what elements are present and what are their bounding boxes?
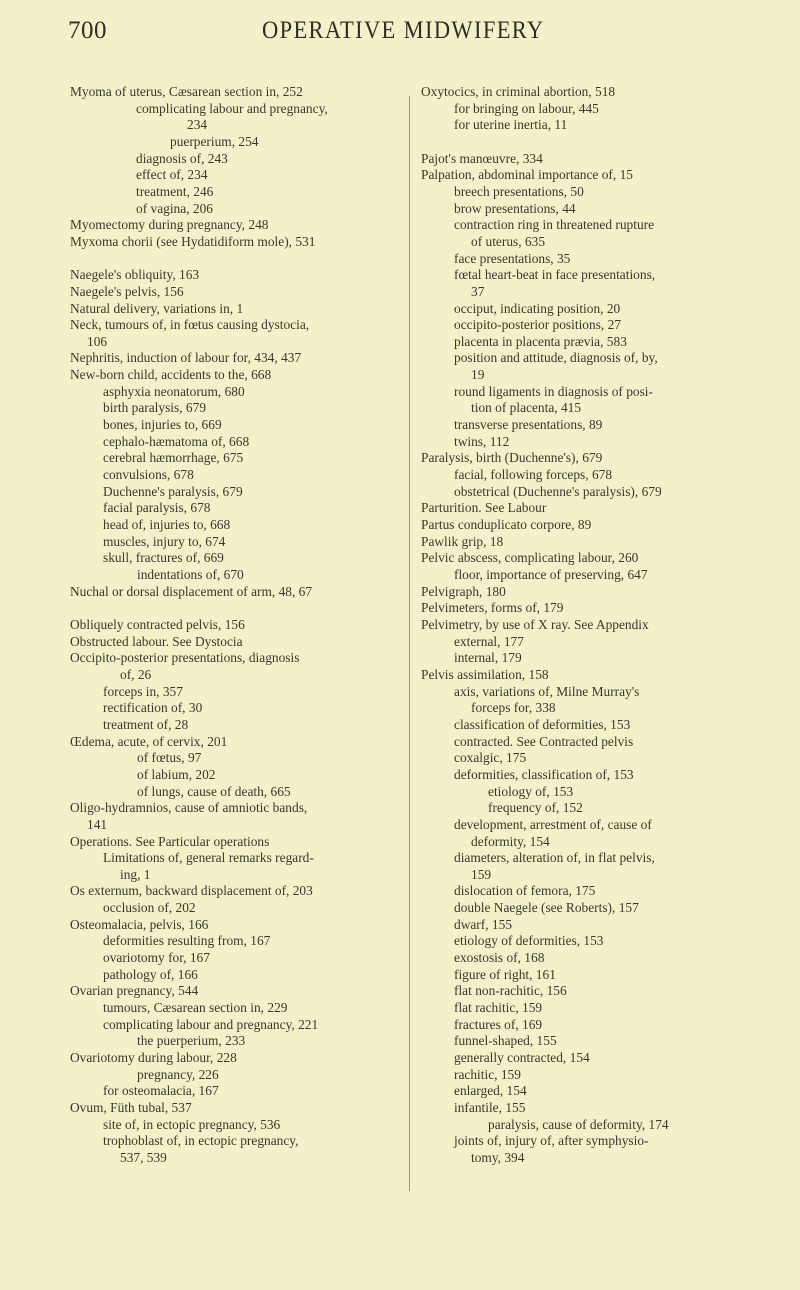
index-subentry: 141 (87, 816, 108, 832)
index-entry: Myomectomy during pregnancy, 248 (70, 217, 269, 233)
index-subentry: Duchenne's paralysis, 679 (103, 483, 243, 499)
index-subentry: exostosis of, 168 (454, 950, 545, 966)
index-subentry: breech presentations, 50 (454, 183, 584, 199)
index-subentry: 19 (471, 367, 485, 383)
page-header (0, 17, 800, 57)
index-column-left (70, 84, 400, 1167)
index-subentry: 537, 539 (120, 1149, 167, 1165)
index-entry: Pajot's manœuvre, 334 (421, 150, 543, 166)
index-subentry: paralysis, cause of deformity, 174 (488, 1116, 669, 1132)
index-subentry: flat non-rachitic, 156 (454, 983, 567, 999)
index-subentry: position and attitude, diagnosis of, by, (454, 350, 658, 366)
index-entry: Nuchal or dorsal displacement of arm, 48, 67 (70, 583, 313, 599)
index-subentry: cerebral hæmorrhage, 675 (103, 450, 244, 466)
index-subentry: dwarf, 155 (454, 916, 513, 932)
index-subentry: puerperium, 254 (170, 133, 259, 149)
index-subentry: facial paralysis, 678 (103, 500, 211, 516)
index-subentry: 234 (187, 117, 208, 133)
section-gap (70, 600, 400, 617)
index-subentry: dislocation of femora, 175 (454, 883, 596, 899)
index-subentry: deformities resulting from, 167 (103, 933, 271, 949)
index-subentry: occiput, indicating position, 20 (454, 300, 621, 316)
index-subentry: placenta in placenta prævia, 583 (454, 333, 627, 349)
index-subentry: rachitic, 159 (454, 1066, 521, 1082)
index-entry: Pelvigraph, 180 (421, 583, 506, 599)
index-subentry: treatment, 246 (136, 183, 214, 199)
index-subentry: infantile, 155 (454, 1100, 526, 1116)
index-entry: Parturition. See Labour (421, 500, 547, 516)
index-subentry: tumours, Cæsarean section in, 229 (103, 1000, 288, 1016)
index-subentry: complicating labour and pregnancy, 221 (103, 1016, 319, 1032)
index-subentry: fractures of, 169 (454, 1016, 543, 1032)
index-subentry: internal, 179 (454, 650, 522, 666)
index-subentry: of, 26 (120, 666, 152, 682)
index-entry: Myxoma chorii (see Hydatidiform mole), 531 (70, 233, 316, 249)
index-entry: Ovariotomy during labour, 228 (70, 1050, 237, 1066)
index-entry: Ovarian pregnancy, 544 (70, 983, 199, 999)
index-subentry: trophoblast of, in ectopic pregnancy, (103, 1133, 299, 1149)
index-subentry: ing, 1 (120, 866, 151, 882)
index-entry: Palpation, abdominal importance of, 15 (421, 167, 633, 183)
index-subentry: for osteomalacia, 167 (103, 1083, 219, 1099)
page-number: 700 (68, 17, 107, 44)
index-entry: Occipito-posterior presentations, diagnosis (70, 650, 300, 666)
index-subentry: figure of right, 161 (454, 966, 556, 982)
index-entry: Obliquely contracted pelvis, 156 (70, 616, 245, 632)
index-entry: Paralysis, birth (Duchenne's), 679 (421, 450, 603, 466)
index-subentry: muscles, injury to, 674 (103, 533, 226, 549)
column-divider (409, 96, 410, 1191)
index-subentry: contracted. See Contracted pelvis (454, 733, 634, 749)
index-subentry: convulsions, 678 (103, 467, 194, 483)
index-subentry: development, arrestment of, cause of (454, 816, 652, 832)
index-subentry: treatment of, 28 (103, 716, 189, 732)
index-subentry: effect of, 234 (136, 167, 208, 183)
index-entry: Naegele's obliquity, 163 (70, 267, 200, 283)
index-subentry: tion of placenta, 415 (471, 400, 582, 416)
index-entry: Os externum, backward displacement of, 203 (70, 883, 313, 899)
index-subentry: occlusion of, 202 (103, 900, 196, 916)
index-entry: New-born child, accidents to the, 668 (70, 367, 272, 383)
index-entry: Pelvis assimilation, 158 (421, 666, 549, 682)
index-entry: Myoma of uterus, Cæsarean section in, 252 (70, 84, 303, 99)
index-subentry: cephalo-hæmatoma of, 668 (103, 433, 250, 449)
index-subentry: of labium, 202 (137, 766, 216, 782)
index-subentry: of fœtus, 97 (137, 750, 202, 766)
index-subentry: double Naegele (see Roberts), 157 (454, 900, 639, 916)
index-subentry: indentations of, 670 (137, 567, 244, 583)
index-entry: Pelvic abscess, complicating labour, 260 (421, 550, 639, 566)
index-subentry: pathology of, 166 (103, 966, 198, 982)
index-subentry: for bringing on labour, 445 (454, 100, 599, 116)
index-entry: Oligo-hydramnios, cause of amniotic bands, (70, 800, 308, 816)
index-subentry: the puerperium, 233 (137, 1033, 246, 1049)
index-subentry: ovariotomy for, 167 (103, 950, 210, 966)
index-entry: Nephritis, induction of labour for, 434, 437 (70, 350, 302, 366)
index-subentry: external, 177 (454, 633, 524, 649)
index-subentry: brow presentations, 44 (454, 200, 576, 216)
section-gap (70, 251, 400, 268)
index-entry: Pelvimeters, forms of, 179 (421, 600, 564, 616)
index-subentry: axis, variations of, Milne Murray's (454, 683, 640, 699)
index-subentry: tomy, 394 (471, 1149, 525, 1165)
index-subentry: etiology of deformities, 153 (454, 933, 604, 949)
index-subentry: asphyxia neonatorum, 680 (103, 383, 245, 399)
index-subentry: site of, in ectopic pregnancy, 536 (103, 1116, 281, 1132)
index-subentry: pregnancy, 226 (137, 1066, 219, 1082)
index-subentry: rectification of, 30 (103, 700, 203, 716)
index-subentry: forceps in, 357 (103, 683, 183, 699)
index-subentry: Limitations of, general remarks regard- (103, 850, 314, 866)
index-subentry: enlarged, 154 (454, 1083, 527, 1099)
index-column-right (421, 84, 761, 1167)
index-subentry: occipito-posterior positions, 27 (454, 317, 621, 333)
index-subentry: generally contracted, 154 (454, 1050, 590, 1066)
running-title: OPERATIVE MIDWIFERY (262, 17, 545, 44)
index-subentry: of vagina, 206 (136, 200, 213, 216)
index-subentry: transverse presentations, 89 (454, 417, 603, 433)
index-entry: Natural delivery, variations in, 1 (70, 300, 244, 316)
index-subentry: deformities, classification of, 153 (454, 766, 634, 782)
index-subentry: floor, importance of preserving, 647 (454, 567, 648, 583)
index-subentry: deformity, 154 (471, 833, 550, 849)
index-subentry: bones, injuries to, 669 (103, 417, 222, 433)
index-entry: Neck, tumours of, in fœtus causing dystocia, (70, 317, 310, 333)
index-subentry: contraction ring in threatened rupture (454, 217, 655, 233)
index-subentry: birth paralysis, 679 (103, 400, 207, 416)
index-entry: Obstructed labour. See Dystocia (70, 633, 243, 649)
index-subentry: fœtal heart-beat in face presentations, (454, 267, 656, 283)
index-subentry: of lungs, cause of death, 665 (137, 783, 291, 799)
index-subentry: etiology of, 153 (488, 783, 574, 799)
index-subentry: 106 (87, 333, 108, 349)
index-subentry: 159 (471, 866, 492, 882)
index-subentry: diagnosis of, 243 (136, 150, 228, 166)
index-subentry: flat rachitic, 159 (454, 1000, 543, 1016)
index-entry: Ovum, Füth tubal, 537 (70, 1100, 192, 1115)
index-subentry: coxalgic, 175 (454, 750, 527, 766)
index-subentry: twins, 112 (454, 433, 510, 449)
index-entry: Operations. See Particular operations (70, 833, 270, 849)
index-entry: Oxytocics, in criminal abortion, 518 (421, 84, 616, 99)
section-gap (421, 134, 761, 151)
index-subentry: complicating labour and pregnancy, (136, 100, 328, 116)
index-subentry: diameters, alteration of, in flat pelvis, (454, 850, 655, 866)
index-subentry: face presentations, 35 (454, 250, 571, 266)
index-entry: Partus conduplicato corpore, 89 (421, 517, 592, 533)
index-subentry: funnel-shaped, 155 (454, 1033, 557, 1049)
index-entry: Œdema, acute, of cervix, 201 (70, 733, 228, 749)
index-subentry: 37 (471, 283, 485, 299)
index-subentry: of uterus, 635 (471, 233, 546, 249)
index-subentry: forceps for, 338 (471, 700, 556, 716)
index-subentry: classification of deformities, 153 (454, 716, 631, 732)
index-entry: Pawlik grip, 18 (421, 533, 504, 549)
index-entry: Osteomalacia, pelvis, 166 (70, 916, 209, 932)
index-subentry: head of, injuries to, 668 (103, 517, 231, 533)
index-subentry: skull, fractures of, 669 (103, 550, 224, 566)
index-entry: Naegele's pelvis, 156 (70, 283, 184, 299)
index-subentry: facial, following forceps, 678 (454, 467, 613, 483)
index-subentry: for uterine inertia, 11 (454, 117, 568, 133)
index-entry: Pelvimetry, by use of X ray. See Appendix (421, 616, 649, 632)
index-subentry: frequency of, 152 (488, 800, 583, 816)
index-subentry: obstetrical (Duchenne's paralysis), 679 (454, 483, 662, 499)
index-subentry: joints of, injury of, after symphysio- (454, 1133, 649, 1149)
index-subentry: round ligaments in diagnosis of posi- (454, 383, 653, 399)
